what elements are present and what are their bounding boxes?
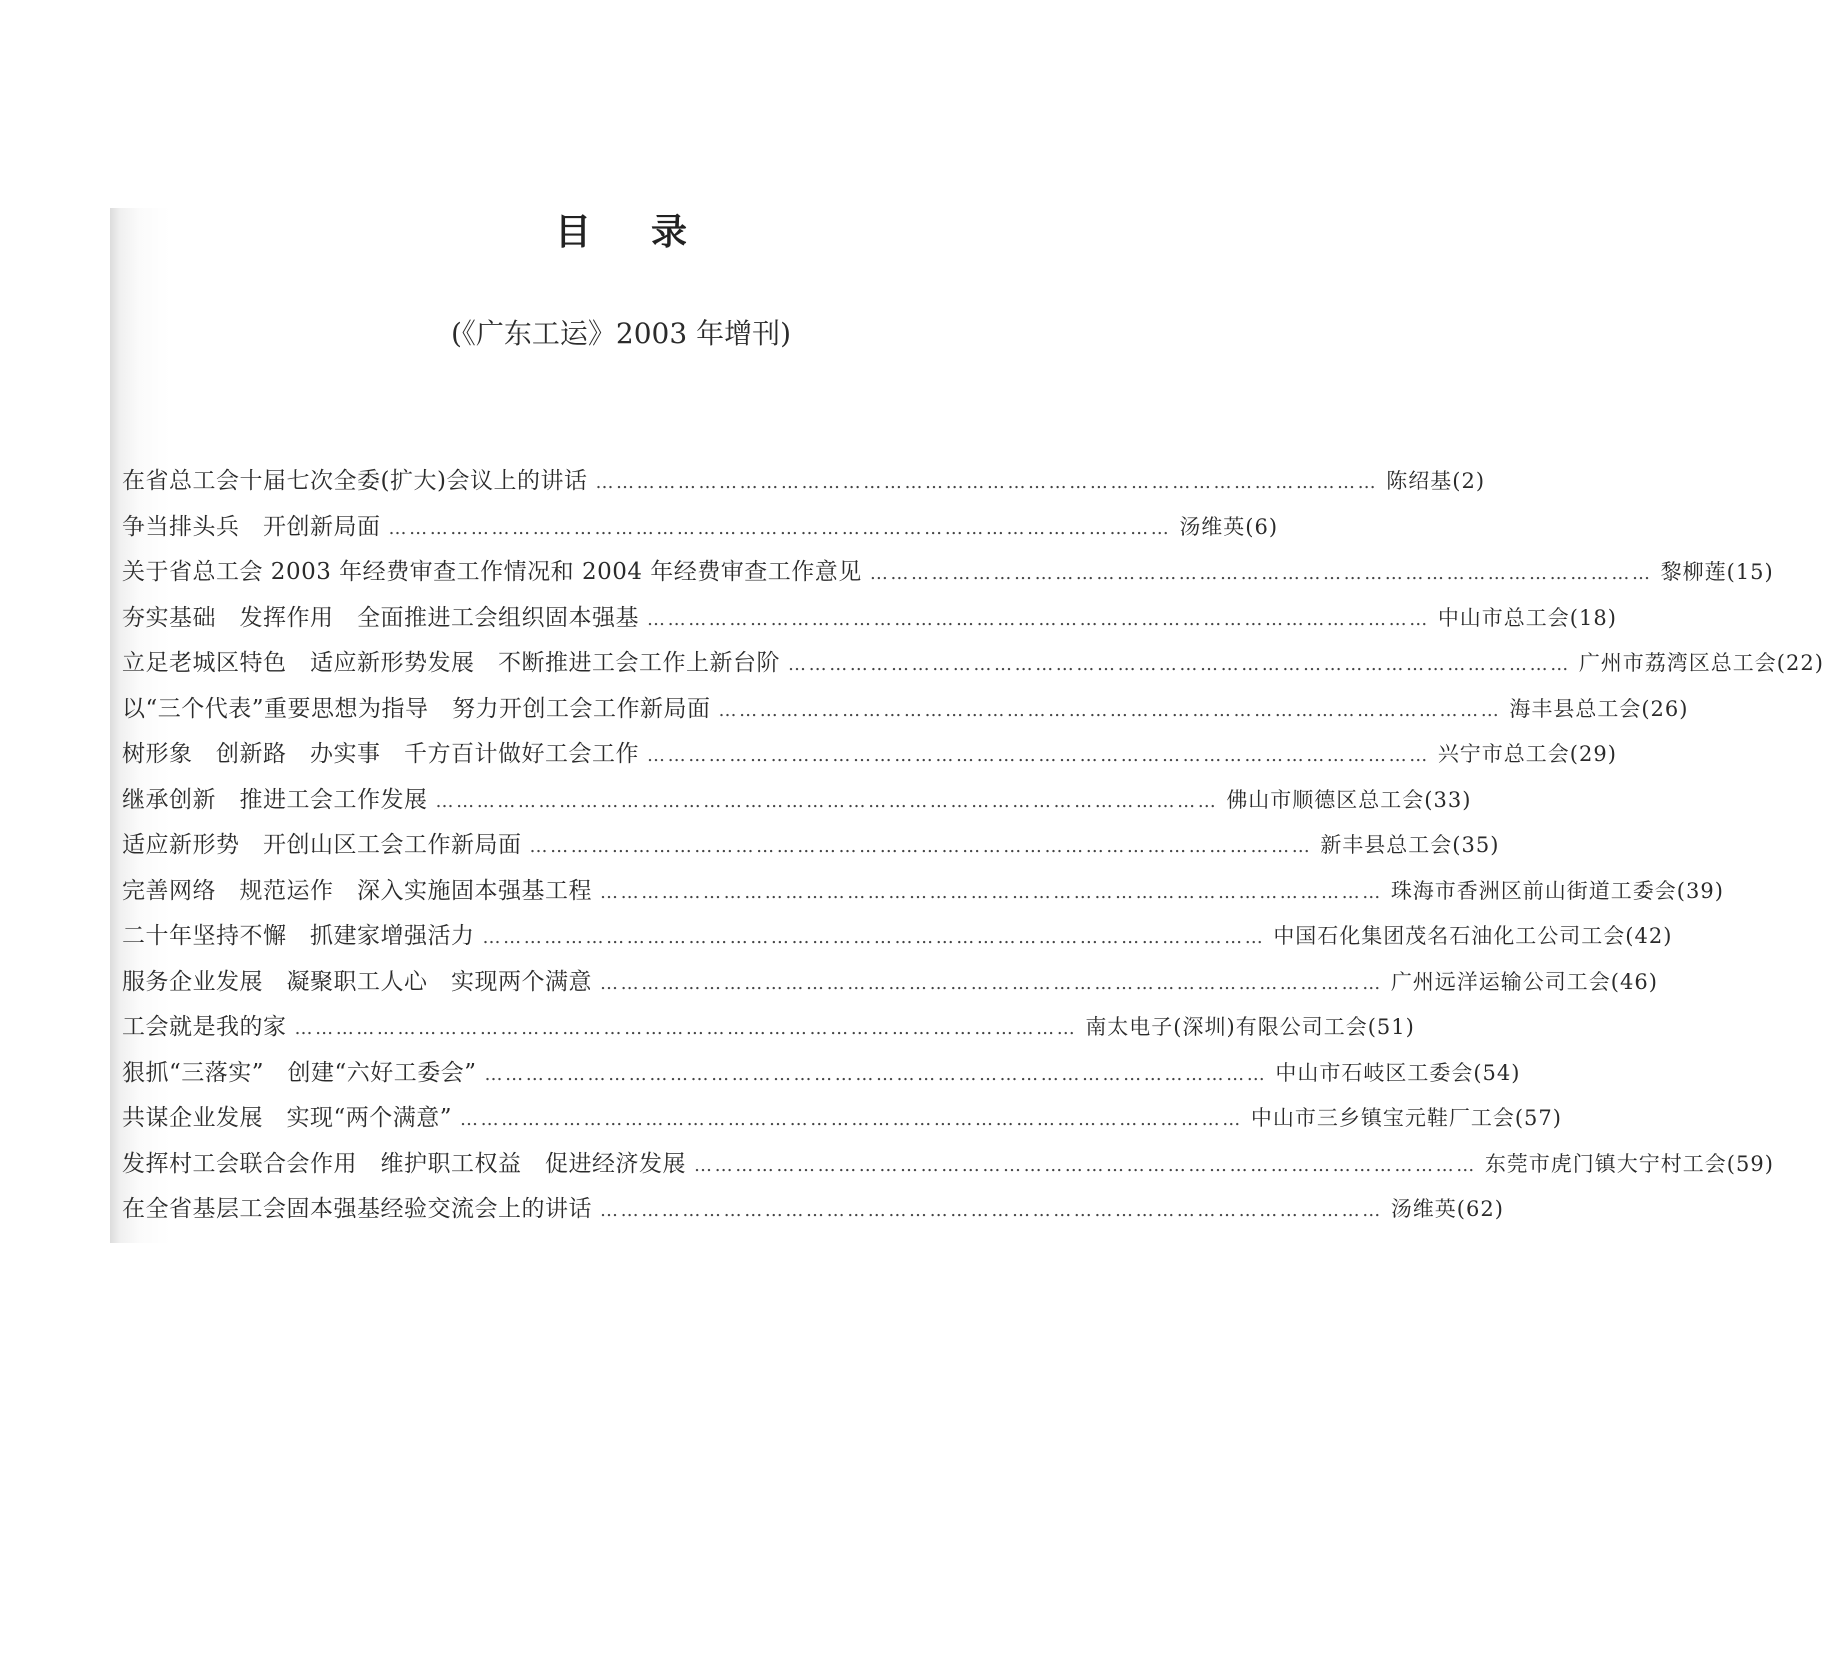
toc-entry-author-page: 佛山市顺德区总工会(33) [1226, 787, 1472, 812]
page-title: 目录 [554, 212, 747, 253]
leader-dots: …………………………………………………………………………………………………… [647, 608, 1430, 630]
toc-entry-title: 夯实基础 发挥作用 全面推进工会组织固本强基 [122, 604, 639, 631]
toc-entry-title: 狠抓“三落实” 创建“六好工委会” [122, 1059, 477, 1086]
toc-entry[interactable] [122, 462, 1486, 508]
toc-entry[interactable] [122, 644, 1824, 690]
leader-dots: …………………………………………………………………………………………………… [482, 927, 1266, 948]
toc-entry-title: 适应新形势 开创山区工会工作新局面 [122, 832, 522, 858]
toc-entry-author-page: 中山市三乡镇宝元鞋厂工会(57) [1250, 1106, 1562, 1130]
leader-dots: …………………………………………………………………………………………………… [435, 790, 1219, 812]
toc-entry-author-page: 新丰县总工会(35) [1320, 833, 1500, 857]
toc-entry-author-page: 广州远洋运输公司工会(46) [1390, 969, 1658, 994]
toc-entry[interactable] [122, 508, 1279, 554]
toc-entry-title: 争当排头兵 开创新局面 [122, 513, 381, 540]
toc-entry[interactable] [122, 1099, 1562, 1145]
toc-entry-title: 关于省总工会 2003 年经费审查工作情况和 2004 年经费审查工作意见 [122, 559, 862, 585]
toc-entry[interactable] [122, 826, 1500, 872]
toc-entry-author-page: 陈绍基(2) [1386, 469, 1486, 493]
toc-entry-title: 继承创新 推进工会工作发展 [122, 786, 428, 813]
toc-entry-author-page: 汤维英(62) [1390, 1197, 1504, 1221]
leader-dots: …………………………………………………………………………………………………… [869, 563, 1653, 584]
leader-dots: …………………………………………………………………………………………………… [788, 654, 1571, 675]
toc-entry[interactable] [122, 690, 1689, 736]
toc-entry-author-page: 中国石化集团茂名石油化工公司工会(42) [1273, 924, 1673, 948]
toc-entry-author-page: 中山市石岐区工委会(54) [1275, 1060, 1521, 1085]
toc-entry[interactable] [122, 599, 1617, 645]
table-of-contents [122, 462, 1824, 1236]
toc-entry-author-page: 兴宁市总工会(29) [1437, 742, 1617, 766]
toc-entry-author-page: 海丰县总工会(26) [1509, 696, 1689, 721]
leader-dots: …………………………………………………………………………………………………… [694, 1154, 1477, 1176]
leader-dots: …………………………………………………………………………………………………… [460, 1109, 1243, 1130]
toc-entry-title: 立足老城区特色 适应新形势发展 不断推进工会工作上新台阶 [122, 650, 780, 676]
page-subtitle: (《广东工运》2003 年增刊) [450, 317, 791, 350]
toc-entry-title: 服务企业发展 凝聚职工人心 实现两个满意 [122, 968, 592, 995]
toc-entry[interactable] [122, 735, 1617, 781]
leader-dots: …………………………………………………………………………………………………… [595, 472, 1379, 493]
leader-dots: …………………………………………………………………………………………………… [600, 1200, 1383, 1221]
leader-dots: …………………………………………………………………………………………………… [484, 1063, 1268, 1085]
toc-entry[interactable] [122, 781, 1472, 827]
toc-entry-author-page: 广州市荔湾区总工会(22) [1578, 651, 1824, 675]
toc-entry[interactable] [122, 963, 1658, 1009]
toc-entry[interactable] [122, 1190, 1504, 1236]
leader-dots: …………………………………………………………………………………………………… [600, 881, 1383, 903]
leader-dots: …………………………………………………………………………………………………… [718, 699, 1502, 721]
toc-entry-title: 二十年坚持不懈 抓建家增强活力 [122, 923, 475, 949]
toc-entry-author-page: 汤维英(6) [1179, 514, 1279, 539]
toc-entry-title: 在省总工会十届七次全委(扩大)会议上的讲话 [122, 468, 588, 494]
toc-entry[interactable] [122, 1145, 1774, 1191]
toc-entry-author-page: 南太电子(深圳)有限公司工会(51) [1085, 1015, 1415, 1039]
leader-dots: …………………………………………………………………………………………………… [647, 745, 1430, 766]
toc-entry-author-page: 黎柳莲(15) [1660, 560, 1774, 584]
toc-entry-title: 发挥村工会联合会作用 维护职工权益 促进经济发展 [122, 1150, 686, 1177]
toc-entry-title: 工会就是我的家 [122, 1014, 287, 1040]
leader-dots: …………………………………………………………………………………………………… [529, 836, 1313, 857]
toc-entry-title: 以“三个代表”重要思想为指导 努力开创工会工作新局面 [122, 695, 711, 722]
toc-entry[interactable] [122, 1054, 1521, 1100]
toc-entry[interactable] [122, 917, 1673, 963]
toc-entry-title: 共谋企业发展 实现“两个满意” [122, 1105, 453, 1131]
toc-entry-title: 树形象 创新路 办实事 千方百计做好工会工作 [122, 741, 639, 767]
leader-dots: …………………………………………………………………………………………………… [388, 517, 1172, 539]
toc-entry-author-page: 东莞市虎门镇大宁村工会(59) [1484, 1151, 1774, 1176]
toc-entry[interactable] [122, 1008, 1415, 1054]
toc-entry[interactable] [122, 872, 1724, 918]
leader-dots: …………………………………………………………………………………………………… [294, 1018, 1078, 1039]
leader-dots: …………………………………………………………………………………………………… [600, 972, 1383, 994]
toc-entry-author-page: 中山市总工会(18) [1437, 605, 1617, 630]
toc-entry-title: 在全省基层工会固本强基经验交流会上的讲话 [122, 1196, 592, 1222]
toc-entry-author-page: 珠海市香洲区前山街道工委会(39) [1390, 878, 1724, 903]
toc-entry[interactable] [122, 553, 1774, 599]
toc-entry-title: 完善网络 规范运作 深入实施固本强基工程 [122, 877, 592, 904]
